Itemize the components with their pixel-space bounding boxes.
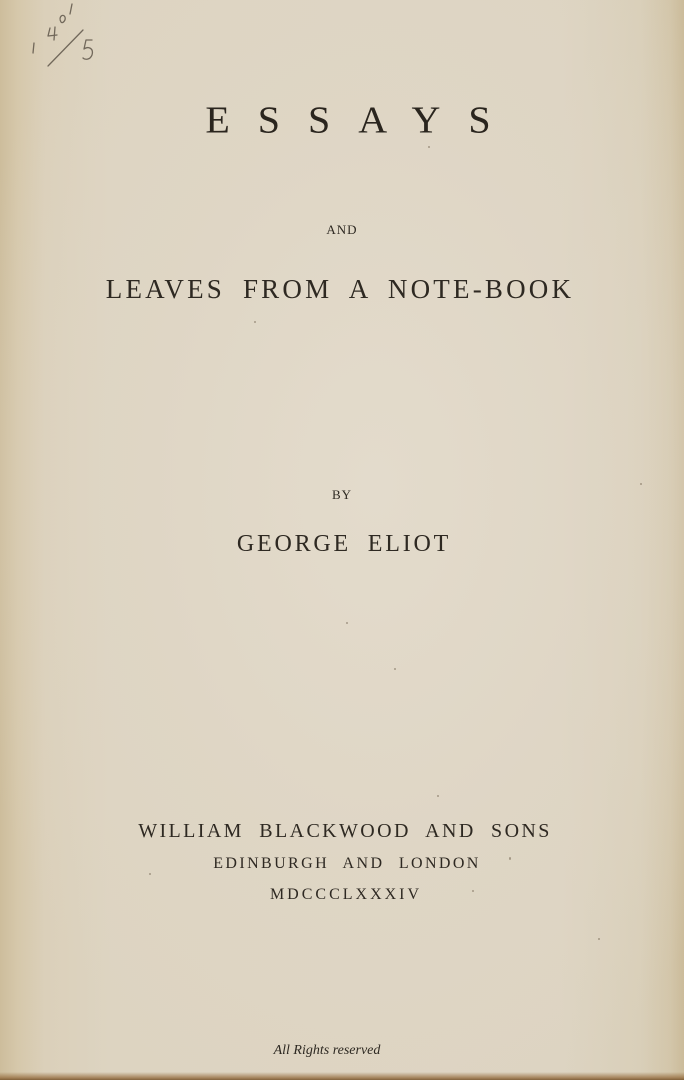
- publisher-name: WILLIAM BLACKWOOD AND SONS: [138, 820, 552, 842]
- publication-year: MDCCCLXXXIV: [269, 886, 423, 903]
- book-title: ESSAYS: [205, 98, 519, 141]
- paper-speck: [254, 321, 256, 323]
- paper-speck: [509, 857, 511, 860]
- title-conjunction: AND: [326, 222, 358, 237]
- publication-place: EDINBURGH AND LONDON: [213, 855, 481, 872]
- author-name: GEORGE ELIOT: [236, 531, 452, 557]
- book-subtitle: LEAVES FROM A NOTE-BOOK: [105, 274, 575, 304]
- by-label: BY: [331, 487, 353, 502]
- paper-speck: [437, 795, 439, 797]
- paper-speck: [640, 483, 642, 485]
- paper-speck: [394, 668, 396, 670]
- paper-speck: [428, 146, 430, 148]
- paper-speck: [472, 890, 474, 892]
- paper-speck: [346, 622, 348, 624]
- pencil-annotation-icon: [28, 0, 108, 75]
- rights-notice: All Rights reserved: [273, 1043, 381, 1058]
- paper-speck: [149, 873, 151, 875]
- paper-speck: [598, 938, 600, 940]
- page-bottom-edge: [0, 1072, 684, 1080]
